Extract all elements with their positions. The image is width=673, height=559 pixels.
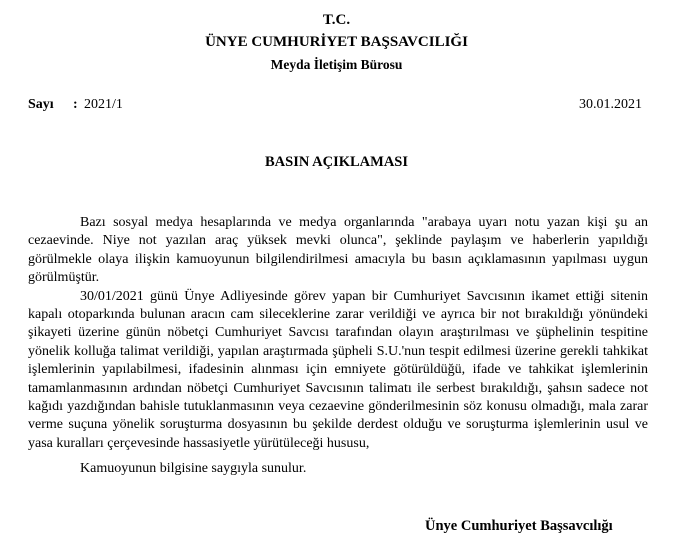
- header-office: ÜNYE CUMHURİYET BAŞSAVCILIĞI: [205, 34, 468, 50]
- reference-label: Sayı: [28, 97, 54, 112]
- signature-block: Ünye Cumhuriyet Başsavcılığı: [425, 518, 613, 534]
- closing-line: Kamuoyunun bilgisine saygıyla sunulur.: [80, 461, 307, 477]
- reference-number: 2021/1: [84, 97, 123, 112]
- document-date: 30.01.2021: [579, 97, 642, 112]
- header-state: T.C.: [322, 12, 351, 28]
- body-paragraph-2: 30/01/2021 günü Ünye Adliyesinde görev yapan bir Cumhuriyet Savcısının ikamet ettiği sitenin kapalı otoparkında bulunan aracın cam sileceklerine zarar verildiği ve ayrıca bir not bırakıldığı yönündeki şikayeti üzerine günün nöbetçi Cumhuriyet Savcısı tarafından olayın araştırılması ve şüphelinin tespitine yönelik kolluğa talimat verildiği, yapılan araştırmada şüpheli S.U.'nun tespit edilmesi üzerine gerekli tahkikat işlemlerinin yapılabilmesi, ifadesinin alınması için emniyete götürüldüğü, ifade ve tahkikat işlemlerinin tamamlanmasının ardından nöbetçi Cumhuriyet Savcısının talimatı ile serbest bırakıldığı, şahsın sadece not kağıdı yazdığından bahisle tutuklanmasının veya cezaevine gönderilmesinin söz konusu olmadığı, mala zarar verme suçuna yönelik soruşturma dosyasının bu şekilde derdest olduğu ve soruşturma işlemlerinin usul ve yasa kuralları çerçevesinde hassasiyetle yürütüleceği hususu,: [28, 288, 648, 451]
- document-title: BASIN AÇIKLAMASI: [264, 154, 409, 170]
- header-bureau: Meyda İletişim Bürosu: [270, 57, 403, 72]
- body-paragraph-1: Bazı sosyal medya hesaplarında ve medya organlarında "arabaya uyarı notu yazan kişi şu an cezaevinde. Niye not yazılan araç yüksek mevki olunca", şeklinde paylaşım ve haberlerin yapıldığı görülmekle olaya ilişkin kamuoyunun bilgilendirilmesi amacıyla bu basın açıklamasının yapılması uygun görülmüştür.: [28, 215, 648, 286]
- document-body: [28, 214, 648, 479]
- reference-colon: :: [73, 97, 78, 112]
